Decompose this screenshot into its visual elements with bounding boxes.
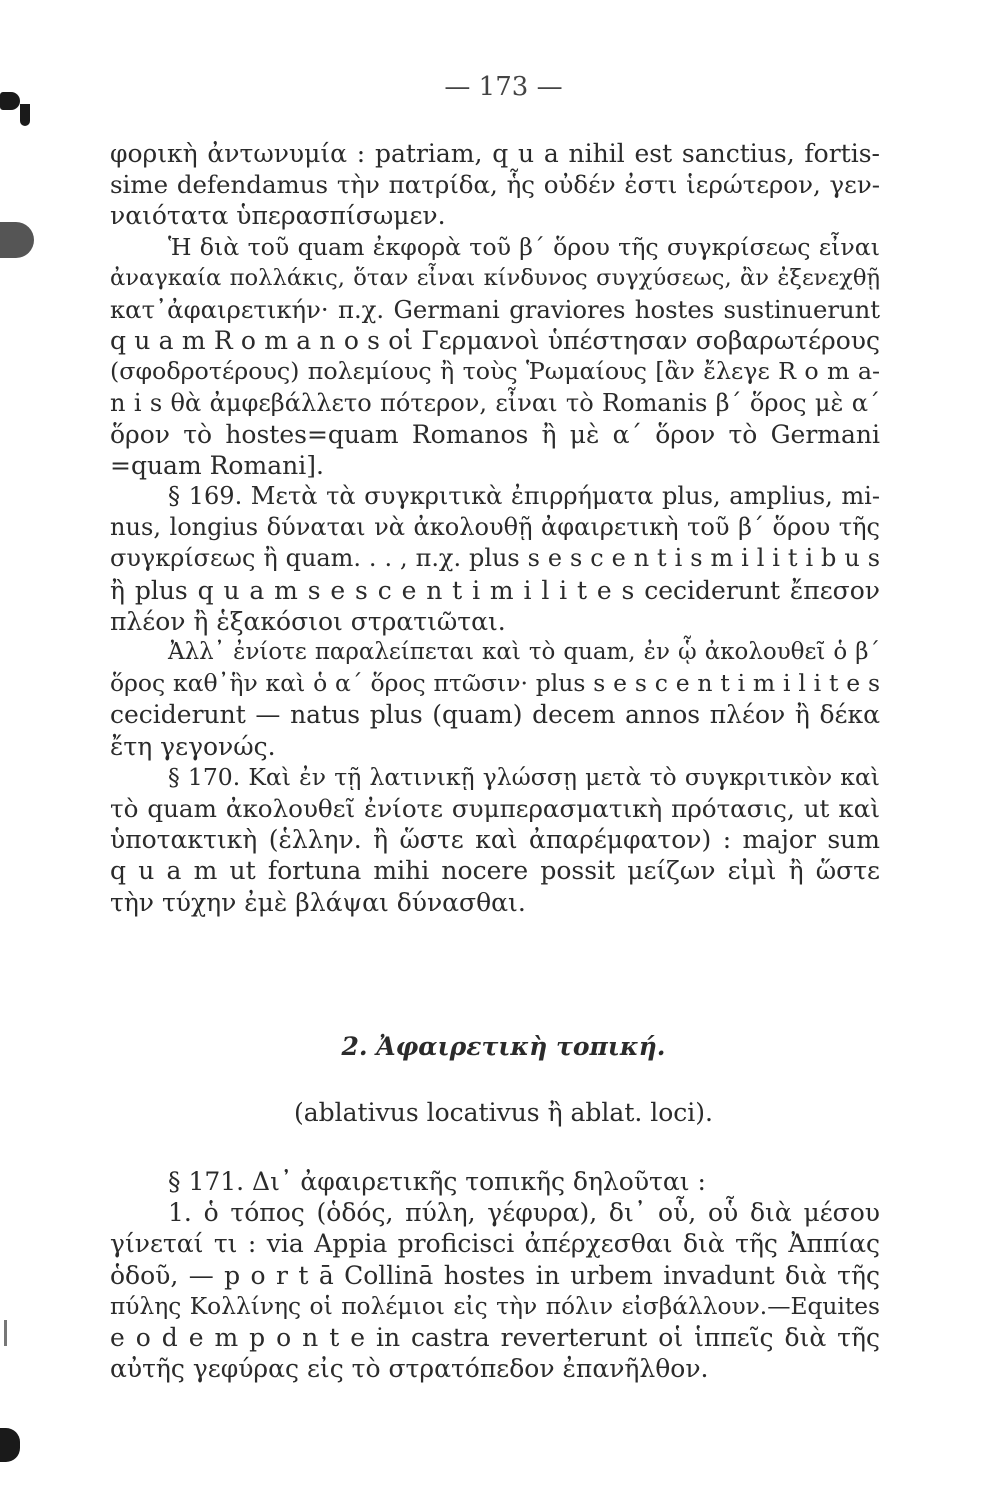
scan-blot — [4, 1320, 7, 1346]
scan-blot — [0, 222, 34, 258]
text-line: § 171. Δι᾽ ἀφαιρετικῆς τοπικῆς δηλοῦται : — [168, 1167, 706, 1196]
text-line: κατ᾽ἀφαιρετικήν· π.χ. Germani graviores hostes sustinuerunt — [110, 294, 880, 324]
text-line: § 170. Καὶ ἐν τῇ λατινικῇ γλώσσῃ μετὰ τὸ συγκριτικὸν καὶ — [168, 762, 880, 791]
section-subheading: (ablativus locativus ἢ ablat. loci). — [293, 1098, 714, 1127]
text-line: φορικὴ ἀντωνυμία : patriam, q u a nihil est sanctius, fortis- — [110, 139, 880, 168]
body-text-2 — [110, 1166, 880, 1384]
text-line: πύλης Κολλίνης οἱ πολέμιοι εἰς τὴν πόλιν εἰσβάλλουν.—Equites — [110, 1292, 880, 1320]
text-line: πλέον ἢ ἑξακόσιοι στρατιῶται. — [110, 606, 506, 636]
text-line: τὸ quam ἀκολουθεῖ ἐνίοτε συμπερασματικὴ πρότασις, ut καὶ — [110, 793, 880, 823]
text-line: q u a m ut fortuna mihi nocere possit μείζων εἰμὶ ἢ ὥστε — [110, 856, 880, 886]
text-line: ὁδοῦ, — p o r t ā Collinā hostes in urbem invadunt διὰ τῆς — [110, 1260, 880, 1290]
scan-blot — [0, 1428, 20, 1462]
text-line: sime defendamus τὴν πατρίδα, ἧς οὐδέν ἐστι ἱερώτερον, γεν- — [110, 170, 880, 200]
text-line: Ἀλλ᾽ ἐνίοτε παραλείπεται καὶ τὸ quam, ἐν ᾧ ἀκολουθεῖ ὁ β΄ — [168, 639, 880, 665]
text-line: αὐτῆς γεφύρας εἰς τὸ στρατόπεδον ἐπανῆλθον. — [110, 1354, 709, 1384]
text-line: ὑποτακτικὴ (ἑλλην. ἢ ὥστε καὶ ἀπαρέμφατον) : major sum — [110, 825, 880, 855]
text-line: ὅρος καθ᾽ἣν καὶ ὁ α΄ ὅρος πτῶσιν· plus s e s c e n t i m i l i t e s — [110, 669, 880, 698]
text-line: ἔτη γεγονώς. — [110, 731, 276, 761]
text-line: συγκρίσεως ἢ quam. . . , π.χ. plus s e s c e n t i s m i l i t i b u s — [110, 544, 880, 573]
scan-edge-marks — [0, 0, 40, 1500]
body-text — [110, 138, 880, 918]
text-line: 1. ὁ τόπος (ὁδός, πύλη, γέφυρα), δι᾽ οὗ, οὗ διὰ μέσου — [168, 1198, 880, 1228]
text-line: ἢ plus q u a m s e s c e n t i m i l i t e s ceciderunt ἔπεσον — [110, 575, 880, 605]
text-line: n i s θὰ ἀμφεβάλλετο πότερον, εἶναι τὸ Romanis β΄ ὅρος μὲ α΄ — [110, 388, 880, 417]
text-line: e o d e m p o n t e in castra reverterunt οἱ ἱππεῖς διὰ τῆς — [110, 1322, 880, 1352]
page-number: — 173 — — [444, 72, 563, 102]
text-line: ὅρον τὸ hostes=quam Romanos ἢ μὲ α΄ ὅρον τὸ Germani — [110, 419, 880, 449]
text-line: ναιότατα ὑπερασπίσωμεν. — [110, 201, 446, 231]
text-line: τὴν τύχην ἐμὲ βλάψαι δύνασθαι. — [110, 887, 526, 917]
text-line: q u a m R o m a n o s οἱ Γερμανοὶ ὑπέστησαν σοβαρωτέρους — [110, 326, 880, 356]
text-line: γίνεταί τι : via Appia proficisci ἀπέρχεσθαι διὰ τῆς Ἀππίας — [110, 1229, 880, 1259]
text-line: nus, longius δύναται νὰ ἀκολουθῇ ἀφαιρετικὴ τοῦ β΄ ὅρου τῆς — [110, 513, 880, 542]
text-line: ceciderunt — natus plus (quam) decem annos πλέον ἢ δέκα — [110, 700, 880, 730]
text-line: Ἡ διὰ τοῦ quam ἐκφορὰ τοῦ β΄ ὅρου τῆς συγκρίσεως εἶναι — [168, 232, 880, 261]
scan-blot — [20, 104, 30, 126]
text-line: § 169. Μετὰ τὰ συγκριτικὰ ἐπιρρήματα plus, amplius, mi- — [168, 482, 880, 511]
section-heading: 2. Ἀφαιρετικὴ τοπική. — [341, 1032, 666, 1061]
text-line: (σφοδροτέρους) πολεμίους ἢ τοὺς Ῥωμαίους [ἂν ἔλεγε R o m a- — [110, 357, 880, 386]
text-line: ἀναγκαία πολλάκις, ὅταν εἶναι κίνδυνος συγχύσεως, ἂν ἐξενεχθῇ — [110, 264, 880, 291]
text-line: =quam Romani]. — [110, 450, 324, 480]
